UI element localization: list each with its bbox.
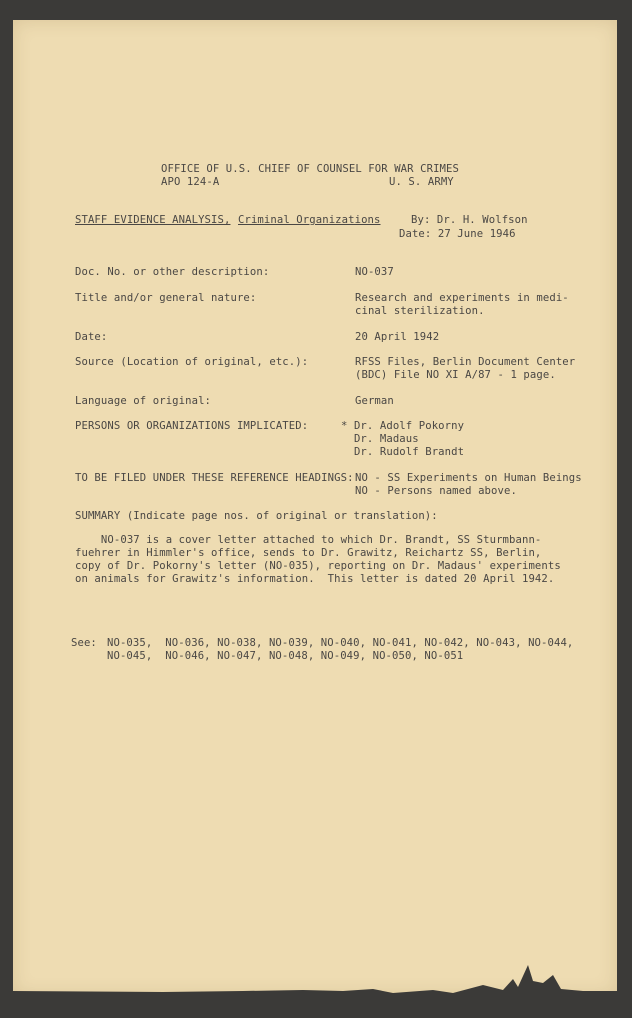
see-line-1: NO-035, NO-036, NO-038, NO-039, NO-040, NO-041, NO-042, NO-043, NO-044, bbox=[107, 637, 574, 649]
field-value-title-2: cinal sterilization. bbox=[355, 305, 485, 317]
section-label: Criminal Organizations bbox=[238, 214, 381, 226]
field-label-language: Language of original: bbox=[75, 395, 212, 407]
staff-evidence-label: STAFF EVIDENCE ANALYSIS, bbox=[75, 214, 231, 226]
field-label-source: Source (Location of original, etc.): bbox=[75, 356, 309, 368]
torn-edge bbox=[13, 935, 617, 995]
summary-line-3: copy of Dr. Pokorny's letter (NO-035), reporting on Dr. Madaus' experiments bbox=[75, 560, 561, 572]
summary-line-4: on animals for Grawitz's information. This letter is dated 20 April 1942. bbox=[75, 573, 555, 585]
field-value-source-2: (BDC) File NO XI A/87 - 1 page. bbox=[355, 369, 556, 381]
field-label-title: Title and/or general nature: bbox=[75, 292, 257, 304]
field-value-person-2: Dr. Madaus bbox=[341, 433, 419, 445]
field-value-person-3: Dr. Rudolf Brandt bbox=[341, 446, 465, 458]
summary-line-1: NO-037 is a cover letter attached to which Dr. Brandt, SS Sturmbann- bbox=[75, 534, 542, 546]
field-value-heading-2: NO - Persons named above. bbox=[355, 485, 517, 497]
field-value-doc: NO-037 bbox=[355, 266, 394, 278]
field-label-date: Date: bbox=[75, 331, 108, 343]
field-value-language: German bbox=[355, 395, 394, 407]
field-value-title-1: Research and experiments in medi- bbox=[355, 292, 569, 304]
author: By: Dr. H. Wolfson bbox=[411, 214, 528, 226]
field-value-date: 20 April 1942 bbox=[355, 331, 440, 343]
summary-heading: SUMMARY (Indicate page nos. of original or translation): bbox=[75, 510, 438, 522]
field-label-headings: TO BE FILED UNDER THESE REFERENCE HEADINGS: bbox=[75, 472, 354, 484]
apo-number: APO 124-A bbox=[161, 176, 220, 188]
analysis-date: Date: 27 June 1946 bbox=[399, 228, 516, 240]
document-page bbox=[13, 20, 617, 995]
summary-line-2: fuehrer in Himmler's office, sends to Dr. Grawitz, Reichartz SS, Berlin, bbox=[75, 547, 542, 559]
see-label: See: bbox=[71, 637, 97, 649]
see-line-2: NO-045, NO-046, NO-047, NO-048, NO-049, NO-050, NO-051 bbox=[107, 650, 464, 662]
field-value-person-1: * Dr. Adolf Pokorny bbox=[341, 420, 465, 432]
army-label: U. S. ARMY bbox=[389, 176, 454, 188]
office-header: OFFICE OF U.S. CHIEF OF COUNSEL FOR WAR CRIMES bbox=[161, 163, 459, 175]
field-value-heading-1: NO - SS Experiments on Human Beings bbox=[355, 472, 582, 484]
field-label-persons: PERSONS OR ORGANIZATIONS IMPLICATED: bbox=[75, 420, 309, 432]
field-label-doc: Doc. No. or other description: bbox=[75, 266, 270, 278]
field-value-source-1: RFSS Files, Berlin Document Center bbox=[355, 356, 576, 368]
